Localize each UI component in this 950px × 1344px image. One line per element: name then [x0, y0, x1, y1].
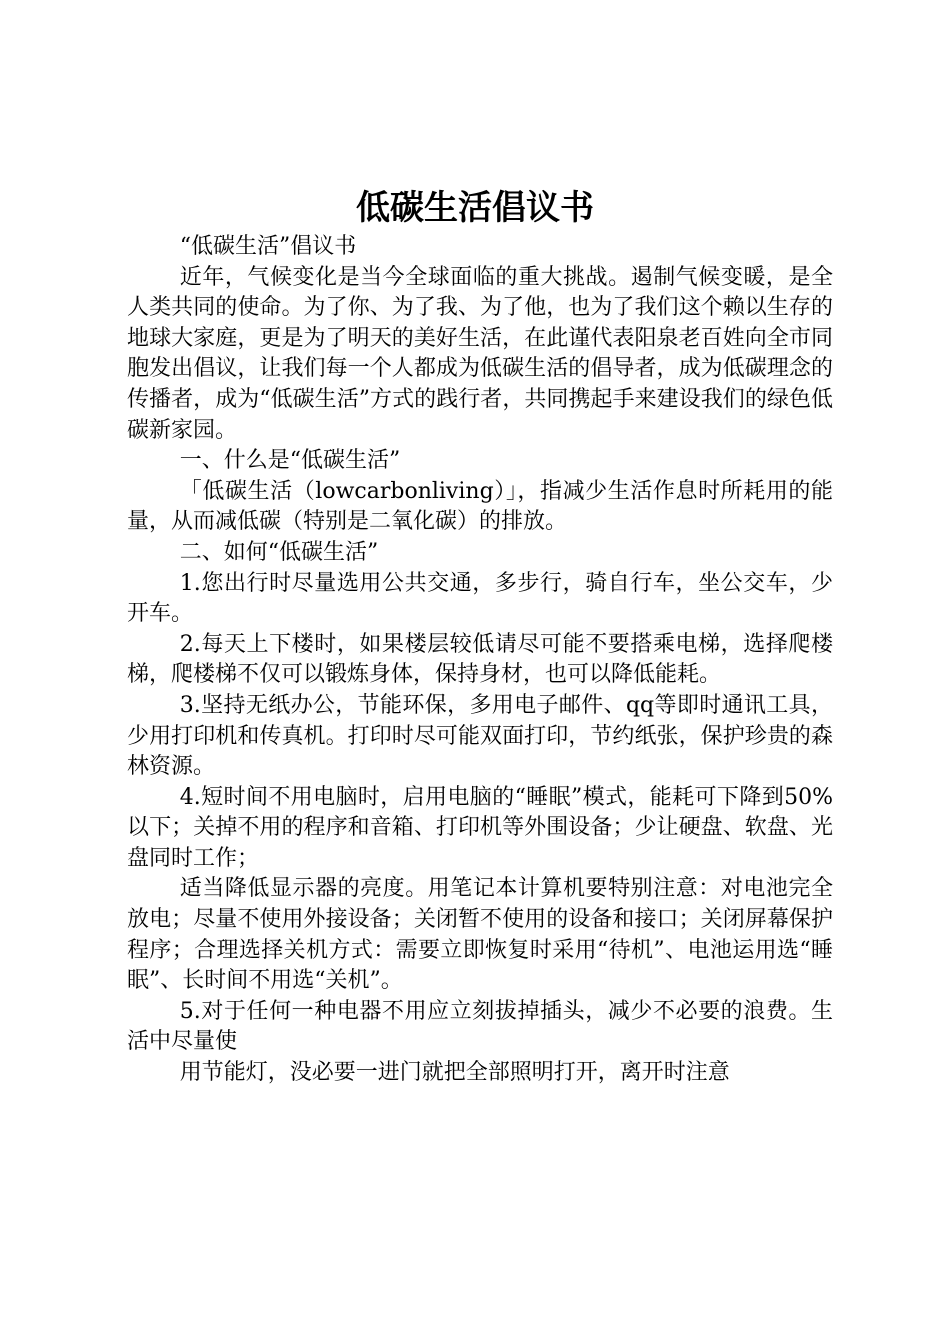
intro-paragraph: 近年，气候变化是当今全球面临的重大挑战。遏制气候变暖，是全人类共同的使命。为了你、为了我、为了他，也为了我们这个赖以生存的地球大家庭，更是为了明天的美好生活，在此谨代表阳泉老百姓向全市同胞发出倡议，让我们每一个人都成为低碳生活的倡导者，成为低碳理念的传播者，成为“低碳生活”方式的践行者，共同携起手来建设我们的绿色低碳新家园。 — [127, 264, 833, 443]
document-title: 低碳生活倡议书 — [356, 188, 594, 228]
list-item-5-continued: 用节能灯，没必要一进门就把全部照明打开，离开时注意 — [179, 1060, 730, 1086]
list-item-3: 3.坚持无纸办公，节能环保，多用电子邮件、qq等即时通讯工具，少用打印机和传真机。打印时尽可能双面打印，节约纸张，保护珍贵的森林资源。 — [127, 692, 833, 780]
list-item-4: 4.短时间不用电脑时，启用电脑的“睡眠”模式，能耗可下降到50%以下；关掉不用的程序和音箱、打印机等外围设备；少让硬盘、软盘、光盘同时工作； — [127, 784, 833, 871]
list-item-1: 1.您出行时尽量选用公共交通，多步行，骑自行车，坐公交车，少开车。 — [127, 570, 833, 627]
section-heading-how: 二、如何“低碳生活” — [179, 539, 379, 565]
list-item-4-continued: 适当降低显示器的亮度。用笔记本计算机要特别注意：对电池完全放电；尽量不使用外接设备；关闭暂不使用的设备和接口；关闭屏幕保护程序；合理选择关机方式：需要立即恢复时采用“待机”、电池运用选“睡眠”、长时间不用选“关机”。 — [127, 876, 833, 994]
list-item-2: 2.每天上下楼时，如果楼层较低请尽可能不要搭乘电梯，选择爬楼梯，爬楼梯不仅可以锻炼身体，保持身材，也可以降低能耗。 — [127, 631, 833, 688]
list-item-5: 5.对于任何一种电器不用应立刻拔掉插头，减少不必要的浪费。生活中尽量使 — [127, 998, 833, 1055]
definition-paragraph: 「低碳生活（lowcarbonliving）」，指减少生活作息时所耗用的能量，从而减低碳（特别是二氧化碳）的排放。 — [127, 478, 833, 535]
section-heading-what: 一、什么是“低碳生活” — [179, 448, 401, 474]
document-body — [127, 232, 833, 1089]
subtitle-paragraph: “低碳生活”倡议书 — [179, 234, 357, 259]
